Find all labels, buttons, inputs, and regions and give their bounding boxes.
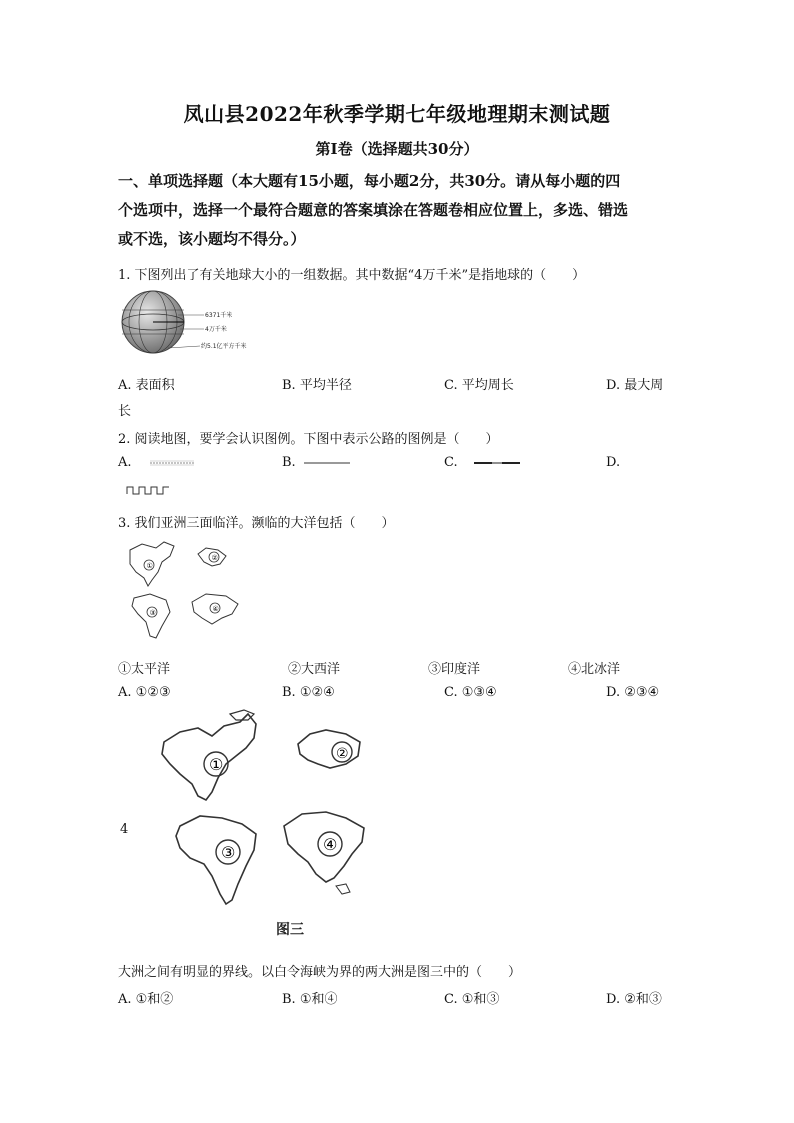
section-instructions: [118, 167, 678, 254]
q1-option-d-wrap: 长: [118, 404, 132, 419]
q1-option-d: D. 最大周: [606, 378, 664, 393]
instruction-line-1: 一、单项选择题（本大题有15小题，每小题2分，共30分。请从每小题的四: [118, 172, 621, 190]
q4-option-c: C. ①和③: [444, 992, 500, 1007]
q4-option-a: A. ①和②: [118, 992, 174, 1007]
continents-map-figure: [150, 708, 370, 940]
label-surface-area: 约5.1亿平方千米: [201, 343, 247, 350]
question-2-stem: 2. 阅读地图，要学会认识图例。下图中表示公路的图例是（ ）: [118, 432, 499, 447]
q3-option-c: C. ①③④: [444, 685, 497, 700]
label-circumference: 4万千米: [205, 326, 227, 333]
q3-option-d: D. ②③④: [606, 685, 660, 700]
continents-small-figure: [122, 538, 244, 646]
earth-size-figure: [118, 288, 248, 358]
small-label-4: ④: [212, 605, 219, 613]
q1-option-a: A. 表面积: [118, 378, 175, 393]
map-label-1: ①: [209, 755, 224, 774]
q2-option-b: B.: [282, 455, 296, 470]
q3-item-2: ②大西洋: [288, 662, 341, 677]
map-label-4: ④: [323, 835, 338, 854]
volume-title: 第Ⅰ卷（选择题共30分）: [315, 140, 479, 158]
q4-option-b: B. ①和④: [282, 992, 338, 1007]
legend-symbol-d: [125, 483, 171, 497]
label-radius: 6371千米: [205, 312, 233, 319]
q4-option-d: D. ②和③: [606, 992, 662, 1007]
legend-symbol-b: [302, 458, 352, 468]
small-label-2: ②: [211, 554, 218, 562]
q3-option-b: B. ①②④: [282, 685, 335, 700]
small-label-1: ①: [146, 562, 153, 570]
question-4-number: 4: [120, 822, 129, 837]
q3-item-3: ③印度洋: [428, 662, 481, 677]
instruction-line-2: 个选项中，选择一个最符合题意的答案填涂在答题卷相应位置上，多选、错选: [118, 201, 629, 219]
map-caption: 图三: [276, 922, 304, 938]
page-title: 凤山县2022年秋季学期七年级地理期末测试题: [183, 102, 611, 126]
q1-option-b: B. 平均半径: [282, 378, 352, 393]
question-3-stem: 3. 我们亚洲三面临洋。濒临的大洋包括（ ）: [118, 516, 395, 531]
q3-option-a: A. ①②③: [118, 685, 171, 700]
map-label-3: ③: [221, 843, 236, 862]
q2-option-c: C.: [444, 455, 458, 470]
q1-option-c: C. 平均周长: [444, 378, 514, 393]
question-1-stem: 1. 下图列出了有关地球大小的一组数据。其中数据“4万千米”是指地球的（ ）: [118, 268, 586, 283]
legend-symbol-a: [148, 458, 198, 468]
map-label-2: ②: [336, 746, 349, 762]
legend-symbol-c: [472, 457, 522, 469]
q3-item-4: ④北冰洋: [568, 662, 621, 677]
q2-option-d: D.: [606, 455, 621, 470]
q2-option-a: A.: [118, 455, 132, 470]
q3-item-1: ①太平洋: [118, 662, 171, 677]
question-4-stem: 大洲之间有明显的界线。以白令海峡为界的两大洲是图三中的（ ）: [118, 965, 522, 980]
instruction-line-3: 或不选，该小题均不得分。）: [118, 230, 306, 248]
small-label-3: ③: [149, 609, 156, 617]
